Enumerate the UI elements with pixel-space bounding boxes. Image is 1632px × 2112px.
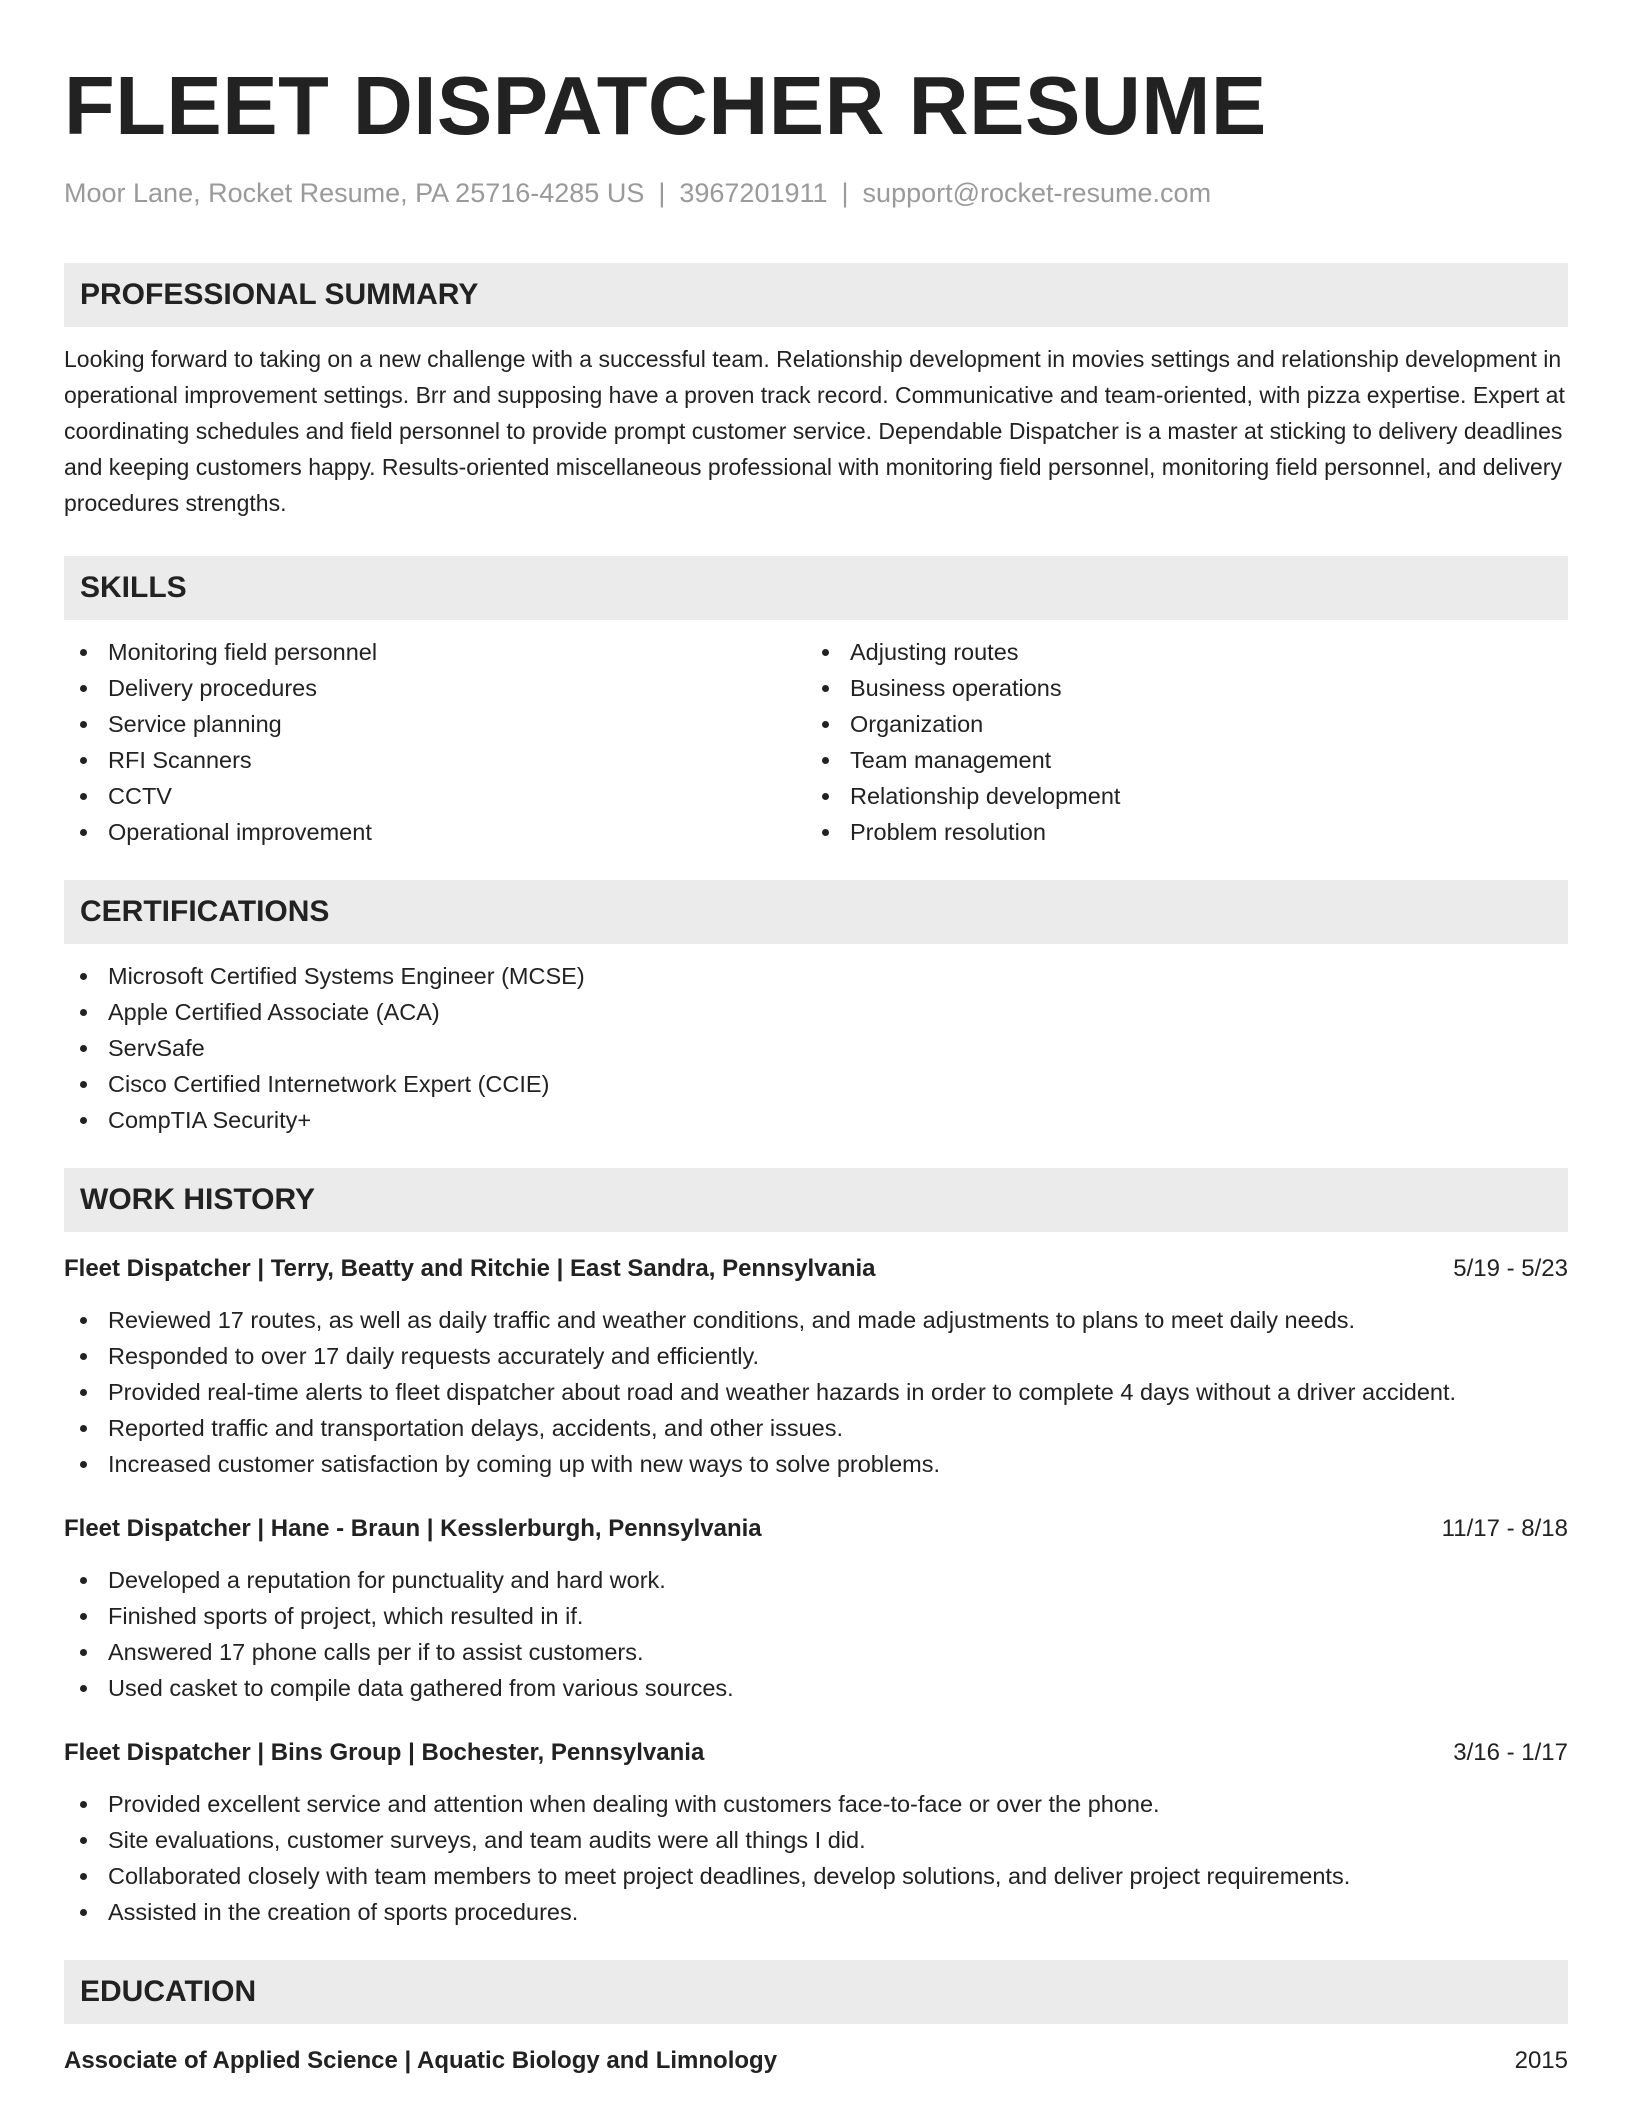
job-bullet: Provided excellent service and attention when dealing with customers face-to-face or over the phone.: [64, 1786, 1568, 1822]
job-title: Fleet Dispatcher | Terry, Beatty and Ritchie | East Sandra, Pennsylvania: [64, 1255, 876, 1282]
skill-item: Organization: [806, 706, 1548, 742]
skill-item: Problem resolution: [806, 814, 1548, 850]
certification-item: Microsoft Certified Systems Engineer (MCSE): [64, 958, 1568, 994]
contact-address: Moor Lane, Rocket Resume, PA 25716-4285 US: [64, 178, 645, 208]
job-bullet: Developed a reputation for punctuality and hard work.: [64, 1562, 1568, 1598]
job-title: Fleet Dispatcher | Hane - Braun | Kesslerburgh, Pennsylvania: [64, 1515, 762, 1542]
job-dates: 3/16 - 1/17: [1453, 1739, 1568, 1766]
education-entry: [64, 2044, 1568, 2078]
summary-text: Looking forward to taking on a new challenge with a successful team. Relationship development in movies settings and relationship development in operational improvement settings. Brr and supposing have a proven track record. Communicative and team-oriented, with pizza expertise. Expert at coordinating schedules and field personnel to provide prompt customer service. Dependable Dispatcher is a master at sticking to delivery deadlines and keeping customers happy. Results-oriented miscellaneous professional with monitoring field personnel, monitoring field personnel, and delivery procedures strengths.: [64, 346, 1565, 516]
certification-item: ServSafe: [64, 1030, 1568, 1066]
skill-item: CCTV: [64, 778, 806, 814]
contact-line: [64, 176, 1568, 210]
job-bullet: Answered 17 phone calls per if to assist customers.: [64, 1634, 1568, 1670]
job-bullet: Provided real-time alerts to fleet dispatcher about road and weather hazards in order to complete 4 days without a driver accident.: [64, 1374, 1568, 1410]
job-header: [64, 1736, 1568, 1770]
contact-phone: 3967201911: [679, 178, 828, 208]
job-dates: 11/17 - 8/18: [1441, 1515, 1568, 1542]
certification-item: Cisco Certified Internetwork Expert (CCIE): [64, 1066, 1568, 1102]
job-header: [64, 1512, 1568, 1546]
skill-item: Service planning: [64, 706, 806, 742]
certifications-list: [64, 958, 1568, 1138]
education-year: 2015: [1514, 2047, 1568, 2074]
skills-heading: SKILLS: [64, 556, 1568, 620]
job-bullet: Assisted in the creation of sports procedures.: [64, 1894, 1568, 1930]
job-bullet: Finished sports of project, which resulted in if.: [64, 1598, 1568, 1634]
certifications-heading: CERTIFICATIONS: [64, 880, 1568, 944]
skill-item: Team management: [806, 742, 1548, 778]
job-bullet: Increased customer satisfaction by coming up with new ways to solve problems.: [64, 1446, 1568, 1482]
job-bullets: [64, 1302, 1568, 1482]
skill-item: Relationship development: [806, 778, 1548, 814]
skill-item: Delivery procedures: [64, 670, 806, 706]
job-entry: [64, 1512, 1568, 1706]
contact-separator: |: [841, 178, 849, 208]
job-bullets: [64, 1786, 1568, 1930]
contact-separator: |: [658, 178, 666, 208]
skill-item: Business operations: [806, 670, 1548, 706]
job-bullet: Reviewed 17 routes, as well as daily traffic and weather conditions, and made adjustments to plans to meet daily needs.: [64, 1302, 1568, 1338]
job-bullet: Responded to over 17 daily requests accurately and efficiently.: [64, 1338, 1568, 1374]
job-header: [64, 1252, 1568, 1286]
resume-title: FLEET DISPATCHER RESUME: [64, 59, 1267, 152]
education-degree: Associate of Applied Science | Aquatic Biology and Limnology: [64, 2047, 778, 2074]
contact-email: support@rocket-resume.com: [862, 178, 1212, 208]
skill-item: Adjusting routes: [806, 634, 1548, 670]
skills-columns: [64, 634, 1568, 850]
job-bullet: Used casket to compile data gathered from various sources.: [64, 1670, 1568, 1706]
job-entry: [64, 1252, 1568, 1482]
job-bullets: [64, 1562, 1568, 1706]
job-dates: 5/19 - 5/23: [1453, 1255, 1568, 1282]
summary-heading: PROFESSIONAL SUMMARY: [64, 263, 1568, 327]
work-history-heading: WORK HISTORY: [64, 1168, 1568, 1232]
skills-list-left: [64, 634, 806, 850]
job-title: Fleet Dispatcher | Bins Group | Bochester, Pennsylvania: [64, 1739, 705, 1766]
job-bullet: Reported traffic and transportation delays, accidents, and other issues.: [64, 1410, 1568, 1446]
job-entry: [64, 1736, 1568, 1930]
education-heading: EDUCATION: [64, 1960, 1568, 2024]
skill-item: Operational improvement: [64, 814, 806, 850]
certification-item: CompTIA Security+: [64, 1102, 1568, 1138]
skill-item: Monitoring field personnel: [64, 634, 806, 670]
job-bullet: Site evaluations, customer surveys, and team audits were all things I did.: [64, 1822, 1568, 1858]
certification-item: Apple Certified Associate (ACA): [64, 994, 1568, 1030]
skill-item: RFI Scanners: [64, 742, 806, 778]
skills-list-right: [806, 634, 1548, 850]
job-bullet: Collaborated closely with team members to meet project deadlines, develop solutions, and deliver project requirements.: [64, 1858, 1568, 1894]
